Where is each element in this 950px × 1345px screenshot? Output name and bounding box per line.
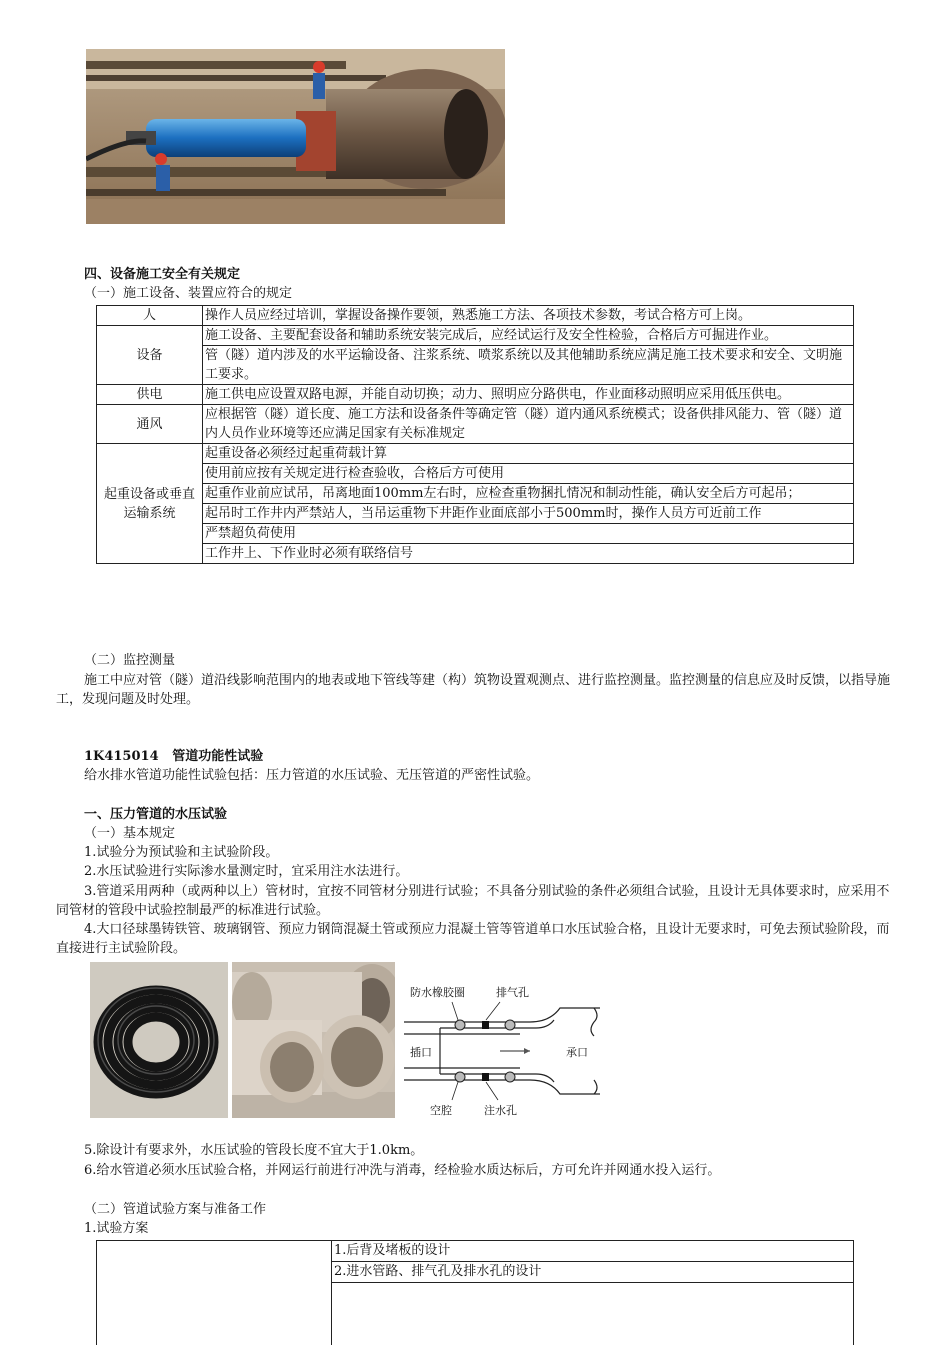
category-cell: 人 — [97, 306, 203, 326]
category-cell: 起重设备或垂直运输系统 — [97, 444, 203, 564]
equipment-rules-table — [96, 305, 854, 564]
category-cell: 通风 — [97, 405, 203, 444]
table-row — [97, 444, 854, 464]
list-item — [56, 920, 898, 958]
table-cell: 2.进水管路、排气孔及排水孔的设计 — [334, 1264, 542, 1279]
rule-cell: 施工供电应设置双路电源，并能自动切换；动力、照明应分路供电，作业面移动照明应采用低压供电。 — [203, 385, 854, 405]
subheading: （一）基本规定 — [84, 826, 176, 841]
section-title: 管道功能性试验 — [172, 749, 264, 764]
rule-cell: 起吊时工作井内严禁站人，当吊运重物下井距作业面底部小于500mm时，操作人员方可近前工作 — [203, 504, 854, 524]
subheading: （一）施工设备、装置应符合的规定 — [84, 286, 293, 301]
table-row — [97, 306, 854, 326]
diagram-label: 排气孔 — [496, 986, 529, 999]
rule-cell: 应根据管（隧）道长度、施工方法和设备条件等确定管（隧）道内通风系统模式；设备供排风能力、管（隧）道内人员作业环境等还应满足国家有关标准规定 — [203, 405, 854, 444]
section-code: 1K415014 — [84, 749, 159, 764]
section-heading: 一、压力管道的水压试验 — [84, 807, 228, 822]
table-row — [97, 524, 854, 544]
list-item: 6.给水管道必须水压试验合格，并网运行前进行冲洗与消毒，经检验水质达标后，方可允许并网通水投入运行。 — [84, 1163, 721, 1178]
diagram-label: 承口 — [566, 1046, 588, 1059]
category-cell: 供电 — [97, 385, 203, 405]
diagram-label: 防水橡胶圈 — [410, 986, 465, 999]
rule-cell: 起重设备必须经过起重荷载计算 — [203, 444, 854, 464]
paragraph: 给水排水管道功能性试验包括：压力管道的水压试验、无压管道的严密性试验。 — [84, 768, 540, 783]
list-item — [56, 882, 898, 920]
table-row — [97, 544, 854, 564]
subheading: 1.试验方案 — [84, 1221, 149, 1236]
monitor-text: 施工中应对管（隧）道沿线影响范围内的地表或地下管线等建（构）筑物设置观测点、进行监控测量。监控测量的信息应及时反馈，以指导施工，发现问题及时处理。 — [56, 673, 891, 707]
list-item: 5.除设计有要求外，水压试验的管段长度不宜大于1.0km。 — [84, 1143, 424, 1158]
rubber-ring-photo — [90, 962, 228, 1118]
concrete-pipes-photo — [232, 962, 395, 1118]
diagram-label: 空腔 — [430, 1104, 452, 1117]
table-row — [97, 346, 854, 385]
list-item: 1.试验分为预试验和主试验阶段。 — [84, 845, 279, 860]
subheading: （二）监控测量 — [84, 653, 176, 668]
pipe-jacking-photo — [86, 49, 505, 224]
paragraph — [56, 671, 898, 709]
section-heading: 四、设备施工安全有关规定 — [84, 267, 241, 282]
rule-cell: 使用前应按有关规定进行检查验收，合格后方可使用 — [203, 464, 854, 484]
rule-cell: 工作井上、下作业时必须有联络信号 — [203, 544, 854, 564]
table-row — [97, 484, 854, 504]
rule-cell: 起重作业前应试吊，吊离地面100mm左右时，应检查重物捆扎情况和制动性能，确认安全后方可起吊； — [203, 484, 854, 504]
test-plan-table — [96, 1240, 854, 1345]
subheading: （二）管道试验方案与准备工作 — [84, 1202, 267, 1217]
category-cell: 设备 — [97, 326, 203, 385]
diagram-label: 注水孔 — [484, 1104, 517, 1117]
table-row — [97, 504, 854, 524]
table-row — [97, 326, 854, 346]
diagram-label: 插口 — [410, 1046, 432, 1059]
section-heading — [84, 748, 263, 766]
table-row — [97, 464, 854, 484]
rule-cell: 施工设备、主要配套设备和辅助系统安装完成后，应经试运行及安全性检验，合格后方可掘进作业。 — [203, 326, 854, 346]
list-item-text: 3.管道采用两种（或两种以上）管材时，宜按不同管材分别进行试验；不具备分别试验的条件必须组合试验，且设计无具体要求时，应采用不同管材的管段中试验控制最严的标准进行试验。 — [56, 884, 890, 918]
rule-cell: 管（隧）道内涉及的水平运输设备、注浆系统、喷浆系统以及其他辅助系统应满足施工技术要求和安全、文明施工要求。 — [203, 346, 854, 385]
rule-cell: 操作人员应经过培训，掌握设备操作要领，熟悉施工方法、各项技术参数，考试合格方可上岗。 — [203, 306, 854, 326]
table-cell: 1.后背及堵板的设计 — [334, 1243, 451, 1258]
pipe-joint-diagram — [400, 978, 606, 1120]
list-item: 2.水压试验进行实际渗水量测定时，宜采用注水法进行。 — [84, 864, 409, 879]
list-item-text: 4.大口径球墨铸铁管、玻璃钢管、预应力钢筒混凝土管或预应力混凝土管等管道单口水压试验合格，且设计无要求时，可免去预试验阶段，而直接进行主试验阶段。 — [56, 922, 890, 956]
table-row — [97, 385, 854, 405]
table-row — [97, 405, 854, 444]
rule-cell: 严禁超负荷使用 — [203, 524, 854, 544]
